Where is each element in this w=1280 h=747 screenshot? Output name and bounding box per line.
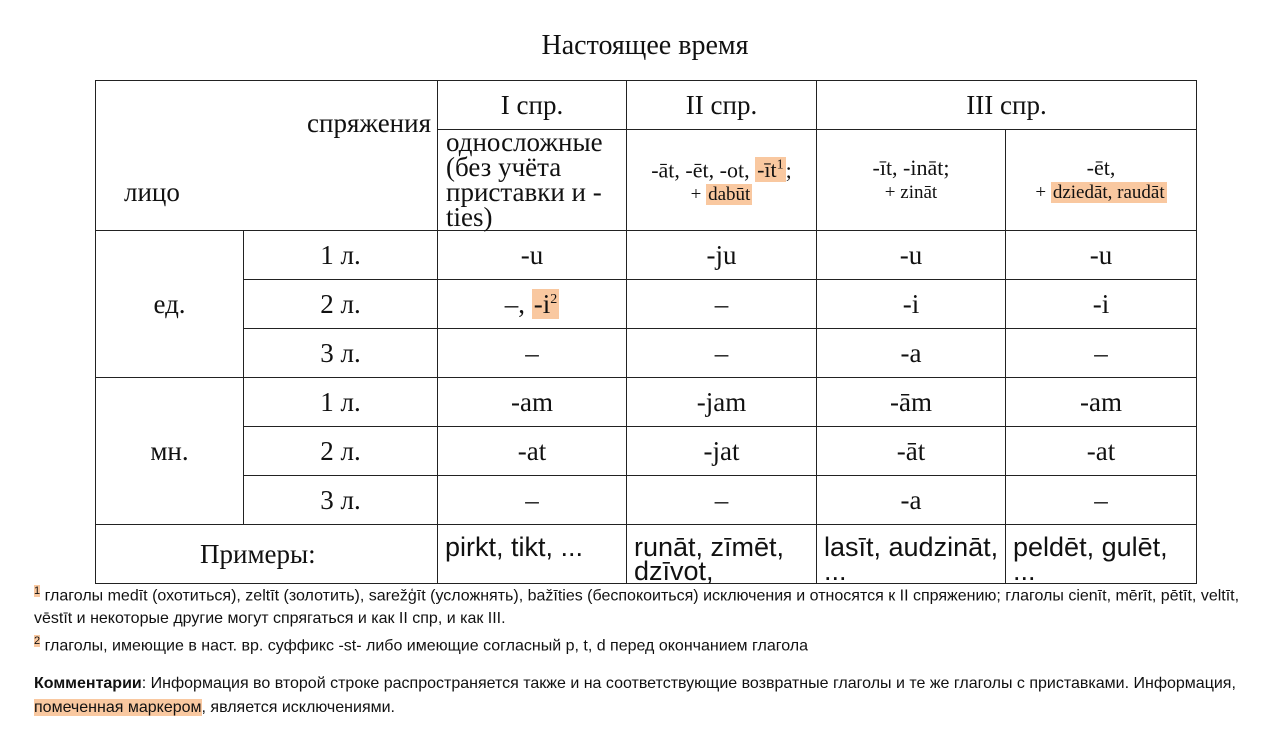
table-cell: –: [1006, 476, 1197, 525]
comment-text-end: , является исключениями.: [201, 699, 395, 716]
footnote-2-text: глаголы, имеющие в наст. вр. суффикс -st- либо имеющие согласный p, t, d перед окончанием глагола: [40, 637, 808, 655]
examples-conj3b: peldēt, gulēt, ...: [1006, 525, 1197, 584]
plural-label: мн.: [96, 378, 244, 525]
table-cell: -āt: [817, 427, 1006, 476]
comment-text: : Информация во второй строке распространяется также и на соответствующие возвратные глаголы и те же глаголы с приставками. Информация,: [141, 675, 1236, 692]
conj2-description: [627, 130, 817, 231]
table-cell: -a: [817, 476, 1006, 525]
table-cell: –: [627, 329, 817, 378]
conj2-plus: +: [690, 184, 702, 206]
sg2-exception-highlight: [532, 289, 560, 319]
conj2-exception-text: -īt: [757, 157, 777, 183]
footnote-1: [34, 580, 1249, 630]
table-cell: –: [627, 280, 817, 329]
conjugation-table: [95, 80, 1197, 584]
person-3-label: 3 л.: [244, 329, 438, 378]
table-cell: -i: [817, 280, 1006, 329]
table-cell: –: [627, 476, 817, 525]
footnote-1-number: 1: [34, 585, 41, 597]
table-cell: -jat: [627, 427, 817, 476]
person-1-label: 1 л.: [244, 231, 438, 280]
table-cell: -am: [438, 378, 627, 427]
conj3a-extra: + zināt: [884, 182, 938, 203]
table-cell: -i: [1006, 280, 1197, 329]
footnotes: [34, 580, 1249, 658]
table-cell: –: [438, 476, 627, 525]
examples-label: Примеры:: [96, 525, 438, 584]
table-cell: [438, 280, 627, 329]
conj1-desc-line: (без учёта: [446, 152, 562, 182]
header-conj3: III спр.: [817, 81, 1197, 130]
singular-label: ед.: [96, 231, 244, 378]
examples-conj3a: [817, 525, 1006, 584]
examples-conj3a-line: lasīt, audzināt,: [824, 532, 999, 562]
conj2-semicolon: ;: [785, 157, 792, 183]
footnote-1-text: глаголы medīt (охотиться), zeltīt (золотить), sarežģīt (усложнять), bažīties (беспокоиться) исключения и относятся к II спряжению; глаголы cienīt, mērīt, pētīt, veltīt, vēstīt и некоторые другие могут спрягаться и как II спр, и как III.: [34, 587, 1240, 628]
header-corner: [96, 81, 438, 231]
table-cell: -a: [817, 329, 1006, 378]
conj1-desc-line: приставки и -ties): [446, 177, 602, 232]
conj3b-exception-highlight: dziedāt, raudāt: [1052, 182, 1165, 203]
footnote-ref-2: 2: [550, 291, 558, 307]
table-cell: -u: [817, 231, 1006, 280]
table-cell: -u: [438, 231, 627, 280]
conj3a-description: [817, 130, 1006, 231]
table-cell: -am: [1006, 378, 1197, 427]
table-cell: -ām: [817, 378, 1006, 427]
comment-highlight: помеченная маркером: [34, 699, 202, 716]
header-conj2: II спр.: [627, 81, 817, 130]
conj1-description: [438, 127, 627, 232]
header-conj1: I спр.: [438, 81, 627, 130]
person-2-label: 2 л.: [244, 427, 438, 476]
sg2-exception-text: -i: [533, 288, 551, 319]
footnote-2: [34, 630, 1249, 657]
person-2-label: 2 л.: [244, 280, 438, 329]
examples-conj2: runāt, zīmēt, dzīvot,: [627, 525, 817, 584]
conj2-exception-highlight: [755, 157, 786, 182]
table-cell: -at: [438, 427, 627, 476]
table-cell: –: [438, 329, 627, 378]
page-title: Настоящее время: [541, 30, 749, 61]
examples-conj1: pirkt, tikt, ...: [438, 525, 627, 584]
conj3b-plus: +: [1035, 182, 1047, 203]
table-cell: -ju: [627, 231, 817, 280]
conj2-endings: -āt, -ēt, -ot,: [651, 157, 750, 183]
person-1-label: 1 л.: [244, 378, 438, 427]
comment-block: [34, 672, 1249, 720]
person-3-label: 3 л.: [244, 476, 438, 525]
footnote-2-number: 2: [34, 635, 41, 648]
examples-conj3a-line: ...: [824, 556, 847, 586]
table-cell: –: [1006, 329, 1197, 378]
person-label: лицо: [124, 176, 180, 207]
table-cell: -at: [1006, 427, 1197, 476]
conj2-dabut-highlight: dabūt: [708, 184, 751, 206]
table-cell: -u: [1006, 231, 1197, 280]
conj1-desc-line: односложные: [446, 127, 603, 157]
comment-heading: Комментарии: [34, 675, 142, 692]
conjugations-label: спряжения: [307, 107, 431, 138]
sg2-dash: –,: [504, 288, 525, 319]
table-cell: -jam: [627, 378, 817, 427]
footnote-ref-1: 1: [776, 157, 784, 173]
conj3b-description: [1006, 130, 1197, 231]
conj3a-endings: -īt, -ināt;: [872, 155, 950, 180]
conj3b-endings: -ēt,: [1086, 155, 1116, 180]
